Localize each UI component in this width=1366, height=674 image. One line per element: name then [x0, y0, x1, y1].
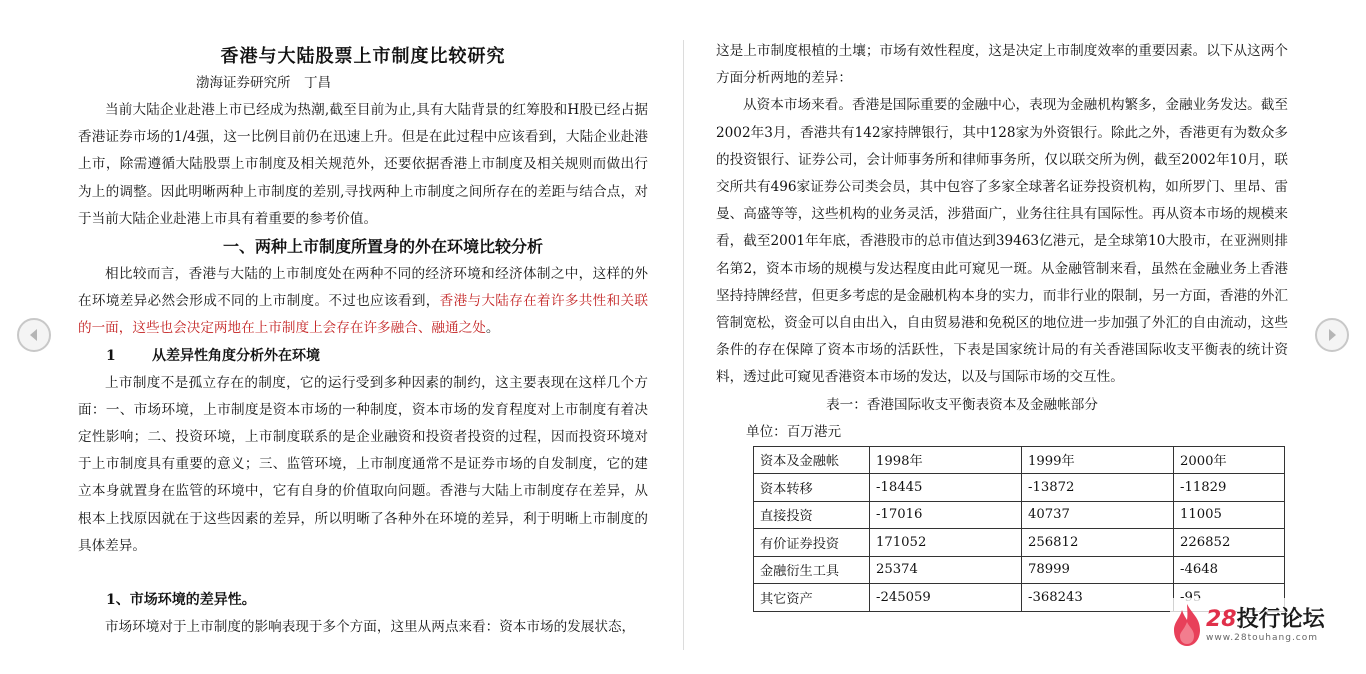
table-row: [754, 529, 1285, 557]
continued-paragraph: 这是上市制度根植的土壤；市场有效性程度，这是决定上市制度效率的重要因素。以下从这两个方面分析两地的差异：: [716, 43, 1288, 87]
next-page-button[interactable]: [1315, 318, 1349, 352]
subsection-title: 从差异性角度分析外在环境: [152, 347, 320, 364]
table-cell: -17016: [870, 501, 1022, 529]
watermark-url: www.28touhang.com: [1206, 633, 1319, 643]
section-1-paragraph: [78, 261, 648, 343]
section-1-heading: 一、两种上市制度所置身的外在环境比较分析: [222, 237, 543, 257]
table-cell: 171052: [870, 529, 1022, 557]
table-cell: -11829: [1174, 474, 1285, 502]
watermark-name: 投行论坛: [1236, 607, 1325, 632]
table-header-cell: 2000年: [1174, 446, 1285, 474]
table-cell: -368243: [1022, 584, 1174, 612]
document-title: 香港与大陆股票上市制度比较研究: [220, 46, 506, 67]
table-cell: -18445: [870, 474, 1022, 502]
table-cell: 226852: [1174, 529, 1285, 557]
table-unit: 单位：百万港元: [746, 423, 842, 440]
table-header-cell: 1999年: [1022, 446, 1174, 474]
subsection-2-heading: 1、市场环境的差异性。: [106, 592, 256, 609]
table-cell: 256812: [1022, 529, 1174, 557]
table-cell: 25374: [870, 556, 1022, 584]
watermark-brand: [1206, 607, 1325, 633]
table-cell: 有价证券投资: [754, 529, 870, 557]
previous-page-button[interactable]: [17, 318, 51, 352]
table-header-cell: 资本及金融帐: [754, 446, 870, 474]
balance-of-payments-table: [753, 446, 1285, 612]
subsection-number: 1: [106, 347, 116, 364]
capital-market-paragraph: 从资本市场来看。香港是国际重要的金融中心，表现为金融机构繁多，金融业务发达。截至2002年3月，香港共有142家持牌银行，其中128家为外资银行。除此之外，香港更有为数众多的投资银行、证券公司，会计师事务所和律师事务所，仅以联交所为例，截至2002年10月，联交所共有496家证券公司类会员，其中包容了多家全球著名证券投资机构，如所罗门、里昂、雷曼、高盛等等，这些机构的业务灵活，涉猎面广，业务往往具有国际性。再从资本市场的规模来看，截至2001年年底，香港股市的总市值达到39463亿港元，是全球第10大股市，在亚洲则排名第2，资本市场的规模与发达程度由此可窥见一斑。从金融管制来看，虽然在金融业务上香港坚持持牌经营，但更多考虑的是金融机构本身的实力，而非行业的限制，另一方面，香港的外汇管制宽松，资金可以自由出入，自由贸易港和免税区的地位进一步加强了外汇的自由流动，这些条件的存在保障了资本市场的活跃性，下表是国家统计局的有关香港国际收支平衡表的统计资料，透过此可窥见香港资本市场的发达，以及与国际市场的交互性。: [716, 97, 1288, 386]
table-cell: -245059: [870, 584, 1022, 612]
chevron-left-icon: [26, 327, 42, 343]
subsection-1-paragraph: 上市制度不是孤立存在的制度，它的运行受到多种因素的制约，这主要表现在这样几个方面：一、市场环境，上市制度是资本市场的一种制度，资本市场的发育程度对上市制度有着决定性影响；二、投资环境，上市制度联系的是企业融资和投资者投资的过程，因而投资环境对于上市制度具有重要的意义；三、监管环境，上市制度通常不是证券市场的自发制度，它的建立本身就置身在监管的环境中，它有自身的价值取向问题。香港与大陆上市制度存在差异，从根本上找原因就在于这些因素的差异，所以明晰了各种外在环境的差异，利于明晰上市制度的具体差异。: [78, 374, 648, 554]
section-1-text-end: 。: [485, 320, 500, 337]
subsection-1-heading: [78, 343, 648, 370]
table-row: [754, 474, 1285, 502]
table-row: [754, 501, 1285, 529]
right-page: [716, 38, 1288, 612]
watermark-logo: [1170, 598, 1360, 652]
blank-line: [78, 560, 648, 587]
table-row: [754, 556, 1285, 584]
table-cell: 78999: [1022, 556, 1174, 584]
section-1-text: 相比较而言，香港与大陆的上市制度处在两种不同的经济环境和经济体制之中，这样的外在环境差异必然会形成不同的上市制度。不过也应该看到，: [78, 266, 648, 310]
table-cell: 直接投资: [754, 501, 870, 529]
flame-logo-icon: [1170, 602, 1204, 648]
watermark-text: [1206, 607, 1325, 643]
subsection-2-paragraph: 市场环境对于上市制度的影响表现于多个方面，这里从两点来看：资本市场的发展状态，: [105, 619, 636, 636]
table-cell: 11005: [1174, 501, 1285, 529]
table-cell: 资本转移: [754, 474, 870, 502]
left-page: [78, 40, 648, 641]
page-divider: [683, 40, 684, 650]
table-cell: -4648: [1174, 556, 1285, 584]
highlighted-text: 香港与大陆存在着许多共性和关联的一面，这些也会决定两地在上市制度上会存在许多融合、融通之处: [78, 293, 649, 337]
table-cell: -13872: [1022, 474, 1174, 502]
table-header-cell: 1998年: [870, 446, 1022, 474]
table-header-row: [754, 446, 1285, 474]
author-line: 渤海证券研究所 丁昌: [196, 75, 331, 91]
intro-paragraph: 当前大陆企业赴港上市已经成为热潮,截至目前为止,具有大陆背景的红筹股和H股已经占据香港证券市场的1/4强，这一比例目前仍在迅速上升。但是在此过程中应该看到，大陆企业赴港上市，除需遵循大陆股票上市制度及相关规范外，还要依据香港上市制度及相关规则而做出行为上的调整。因此明晰两种上市制度的差别,寻找两种上市制度之间所存在的差距与结合点，对于当前大陆企业赴港上市具有着重要的参考价值。: [78, 102, 648, 227]
table-cell: 金融衍生工具: [754, 556, 870, 584]
table-cell: 40737: [1022, 501, 1174, 529]
chevron-right-icon: [1324, 327, 1340, 343]
watermark-number: 28: [1206, 607, 1237, 632]
table-caption: 表一：香港国际收支平衡表资本及金融帐部分: [826, 396, 1098, 413]
table-cell: 其它资产: [754, 584, 870, 612]
